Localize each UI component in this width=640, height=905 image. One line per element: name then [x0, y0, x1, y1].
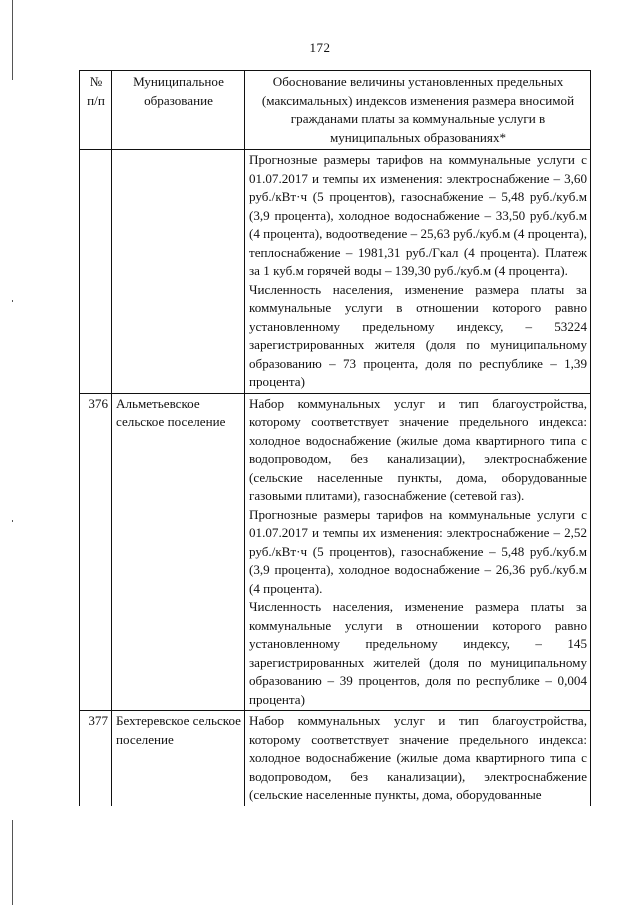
table-row — [80, 711, 591, 806]
row-justification — [245, 711, 591, 806]
tariff-justification-table — [79, 70, 591, 806]
justification-paragraph: Численность населения, изменение размера платы за коммунальные услуги в отношении которого равно установленному предельному индексу, – 53224 зарегистрированных жителя (доля по муниципальному образованию – 73 процента, доля по республике – 1,39 процента) — [249, 281, 587, 389]
header-number: № п/п — [80, 71, 112, 150]
table-row — [80, 393, 591, 711]
row-number: 376 — [80, 393, 112, 711]
table-header-row — [80, 71, 591, 150]
justification-paragraph: Прогнозные размеры тарифов на коммунальные услуги с 01.07.2017 и темпы их изменения: электроснабжение – 3,60 руб./кВт·ч (5 процентов), газоснабжение – 5,48 руб./куб.м (3,9 процента), холодное водоснабжение – 33,50 руб./куб.м (4 процента), водоотведение – 25,63 руб./куб.м (4 процента), теплоснабжение – 1981,31 руб./Гкал (4 процента). Платеж за 1 куб.м горячей воды – 139,30 руб./куб.м (4 процента). — [249, 152, 587, 278]
header-municipality: Муниципальное образование — [112, 71, 245, 150]
row-municipality — [112, 150, 245, 394]
row-justification — [245, 150, 591, 394]
row-justification — [245, 393, 591, 711]
justification-paragraph: Прогнозные размеры тарифов на коммунальные услуги с 01.07.2017 и темпы их изменения: электроснабжение – 2,52 руб./кВт·ч (5 процентов), газоснабжение – 5,48 руб./куб.м (3,9 процента), холодное водоснабжение – 26,36 руб./куб.м (4 процента). — [249, 506, 587, 596]
table-row — [80, 150, 591, 394]
scan-margin-mark — [12, 520, 13, 522]
page-number: 172 — [309, 40, 331, 55]
row-municipality: Бехтеревское сельское поселение — [112, 711, 245, 806]
justification-paragraph: Численность населения, изменение размера платы за коммунальные услуги в отношении которого равно установленному предельному индексу, – 145 зарегистрированных жителей (доля по муниципальному образованию – 39 процентов, доля по республике – 0,004 процента) — [249, 599, 587, 707]
header-justification: Обоснование величины установленных предельных (максимальных) индексов изменения размера вносимой гражданами платы за коммунальные услуги в муниципальных образованиях* — [245, 71, 591, 150]
row-number: 377 — [80, 711, 112, 806]
scan-margin-mark-bottom — [12, 820, 13, 905]
row-number — [80, 150, 112, 394]
row-municipality: Альметьевское сельское поселение — [112, 393, 245, 711]
scan-margin-mark — [12, 300, 13, 302]
justification-paragraph: Набор коммунальных услуг и тип благоустройства, которому соответствует значение предельного индекса: холодное водоснабжение (жилые дома квартирного типа с водопроводом, без канализации), электроснабжение (сельские населенные пункты, дома, оборудованные — [249, 713, 587, 802]
justification-paragraph: Набор коммунальных услуг и тип благоустройства, которому соответствует значение предельного индекса: холодное водоснабжение (жилые дома квартирного типа с водопроводом, без канализации), электроснабжение (сельские населенные пункты, дома, оборудованные газовыми плитами), газоснабжение (сетевой газ). — [249, 395, 587, 503]
